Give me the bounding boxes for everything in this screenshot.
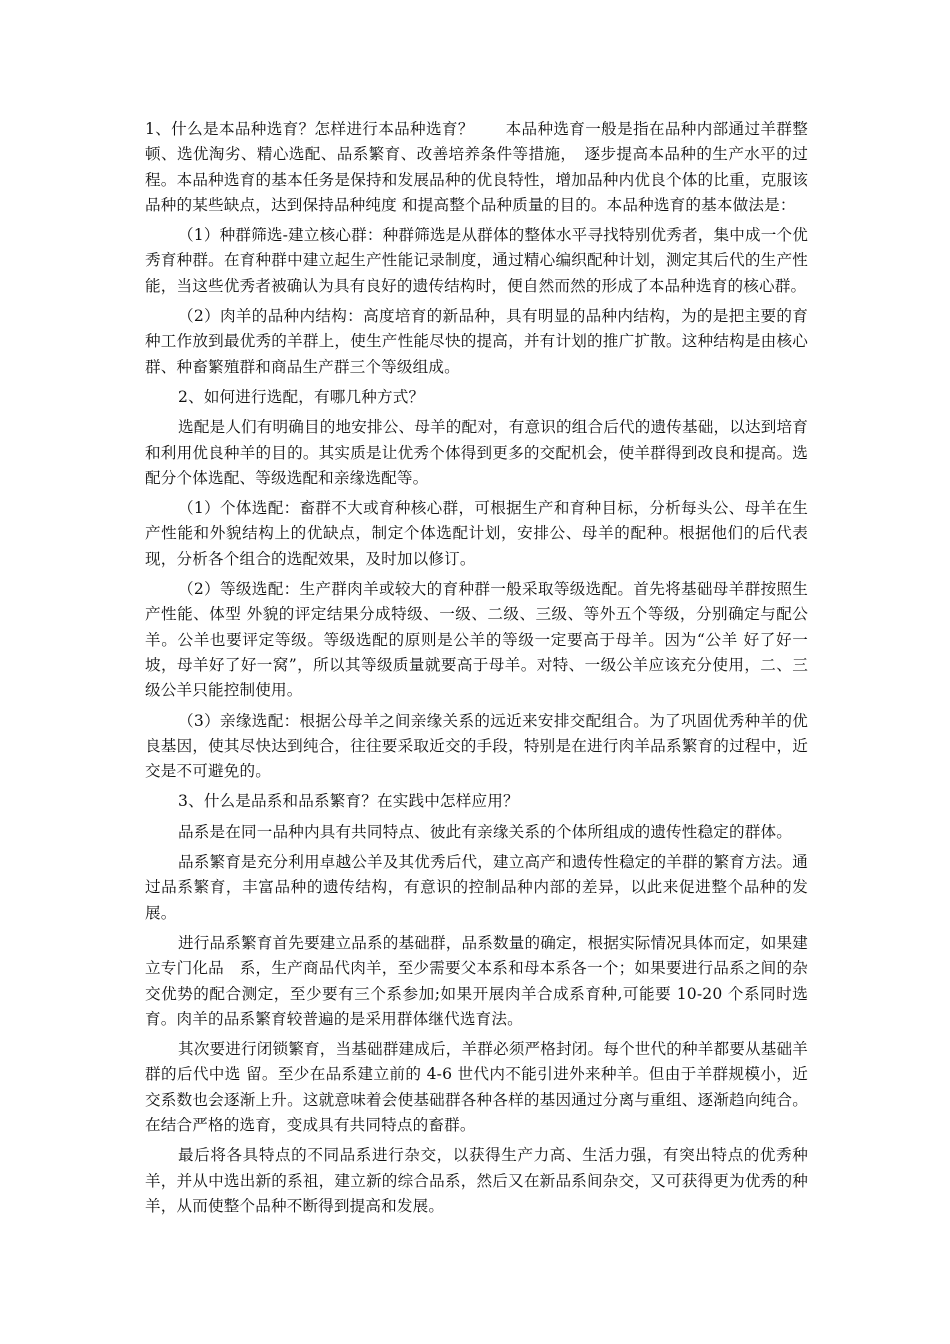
document-body: [145, 117, 808, 1224]
paragraph-strain-definition: 品系是在同一品种内具有共同特点、彼此有亲缘关系的个体所组成的遗传性稳定的群体。: [178, 822, 793, 841]
paragraph-kinship-mating: （3）亲缘选配：根据公母羊之间亲缘关系的远近来安排交配组合。为了巩固优秀种羊的优良基因，使其尽快达到纯合，往往要采取近交的手段，特别是在进行肉羊品系繁育的过程中，近交是不可避免的。: [145, 711, 808, 781]
paragraph-core-group: （1）种群筛选-建立核心群：种群筛选是从群体的整体水平寻找特别优秀者，集中成一个优秀育种群。在育种群中建立起生产性能记录制度，通过精心编织配种计划，测定其后代的生产性能，当这些优秀者被确认为具有良好的遗传结构时，便自然而然的形成了本品种选育的核心群。: [145, 226, 808, 295]
paragraph-individual-mating: （1）个体选配：畜群不大或育种核心群，可根据生产和育种目标，分析每头公、母羊在生产性能和外貌结构上的优缺点，制定个体选配计划，安排公、母羊的配种。根据他们的后代表现，分析各个组合的选配效果，及时加以修订。: [145, 499, 808, 568]
question-2-heading: 2、如何进行选配，有哪几种方式？: [178, 387, 425, 406]
paragraph-mating-definition: 选配是人们有明确目的地安排公、母羊的配对，有意识的组合后代的遗传基础，以达到培育和利用优良种羊的目的。其实质是让优秀个体得到更多的交配机会，使羊群得到改良和提高。选配分个体选配、等级选配和亲缘选配等。: [145, 418, 808, 487]
paragraph-strain-breeding: 品系繁育是充分利用卓越公羊及其优秀后代，建立高产和遗传性稳定的羊群的繁育方法。通过品系繁育，丰富品种的遗传结构，有意识的控制品种内部的差异，以此来促进整个品种的发展。: [145, 853, 808, 922]
paragraph-foundation-group: 进行品系繁育首先要建立品系的基础群，品系数量的确定，根据实际情况具体而定，如果建立专门化品 系，生产商品代肉羊，至少需要父本系和母本系各一个；如果要进行品系之间的杂交优势的配合测定，至少要有三个系参加;如果开展肉羊合成系育种,可能要 10-20 个系同时选育。肉羊的品系繁育较普遍的是采用群体继代选育法。: [145, 933, 808, 1028]
paragraph-closed-breeding: 其次要进行闭锁繁育，当基础群建成后，羊群必须严格封闭。每个世代的种羊都要从基础羊群的后代中选 留。至少在品系建立前的 4-6 世代内不能引进外来种羊。但由于羊群规模小，近交系数也会逐渐上升。这就意味着会使基础群各种各样的基因通过分离与重组、逐渐趋向纯合。在结合严格的选育，变成具有共同特点的畜群。: [145, 1040, 808, 1134]
paragraph-breed-structure: （2）肉羊的品种内结构：高度培育的新品种，具有明显的品种内结构，为的是把主要的育种工作放到最优秀的羊群上，使生产性能尽快的提高，并有计划的推广扩散。这种结构是由核心群、种畜繁殖群和商品生产群三个等级组成。: [145, 307, 808, 376]
paragraph-grade-mating: （2）等级选配：生产群肉羊或较大的育种群一般采取等级选配。首先将基础母羊群按照生产性能、体型 外貌的评定结果分成特级、一级、二级、三级、等外五个等级，分别确定与配公羊。公羊也要评定等级。等级选配的原则是公羊的等级一定要高于母羊。因为“公羊 好了好一坡，母羊好了好一窝”，所以其等级质量就要高于母羊。对特、一级公羊应该充分使用，二、三级公羊只能控制使用。: [145, 580, 808, 700]
question-1-intro: 1、什么是本品种选育？怎样进行本品种选育？ 本品种选育一般是指在品种内部通过羊群整顿、选优淘劣、精心选配、品系繁育、改善培养条件等措施， 逐步提高本品种的生产水平的过程。本品种选育的基本任务是保持和发展品种的优良特性，增加品种内优良个体的比重，克服该品种的某些缺点，达到保持品种纯度 和提高整个品种质量的目的。本品种选育的基本做法是：: [145, 120, 808, 214]
question-3-heading: 3、什么是品系和品系繁育？在实践中怎样应用？: [178, 792, 519, 811]
paragraph-crossbreeding: 最后将各具特点的不同品系进行杂交，以获得生产力高、生活力强，有突出特点的优秀种羊，并从中选出新的系祖，建立新的综合品系，然后又在新品系间杂交，又可获得更为优秀的种羊，从而使整个品种不断得到提高和发展。: [145, 1146, 808, 1215]
